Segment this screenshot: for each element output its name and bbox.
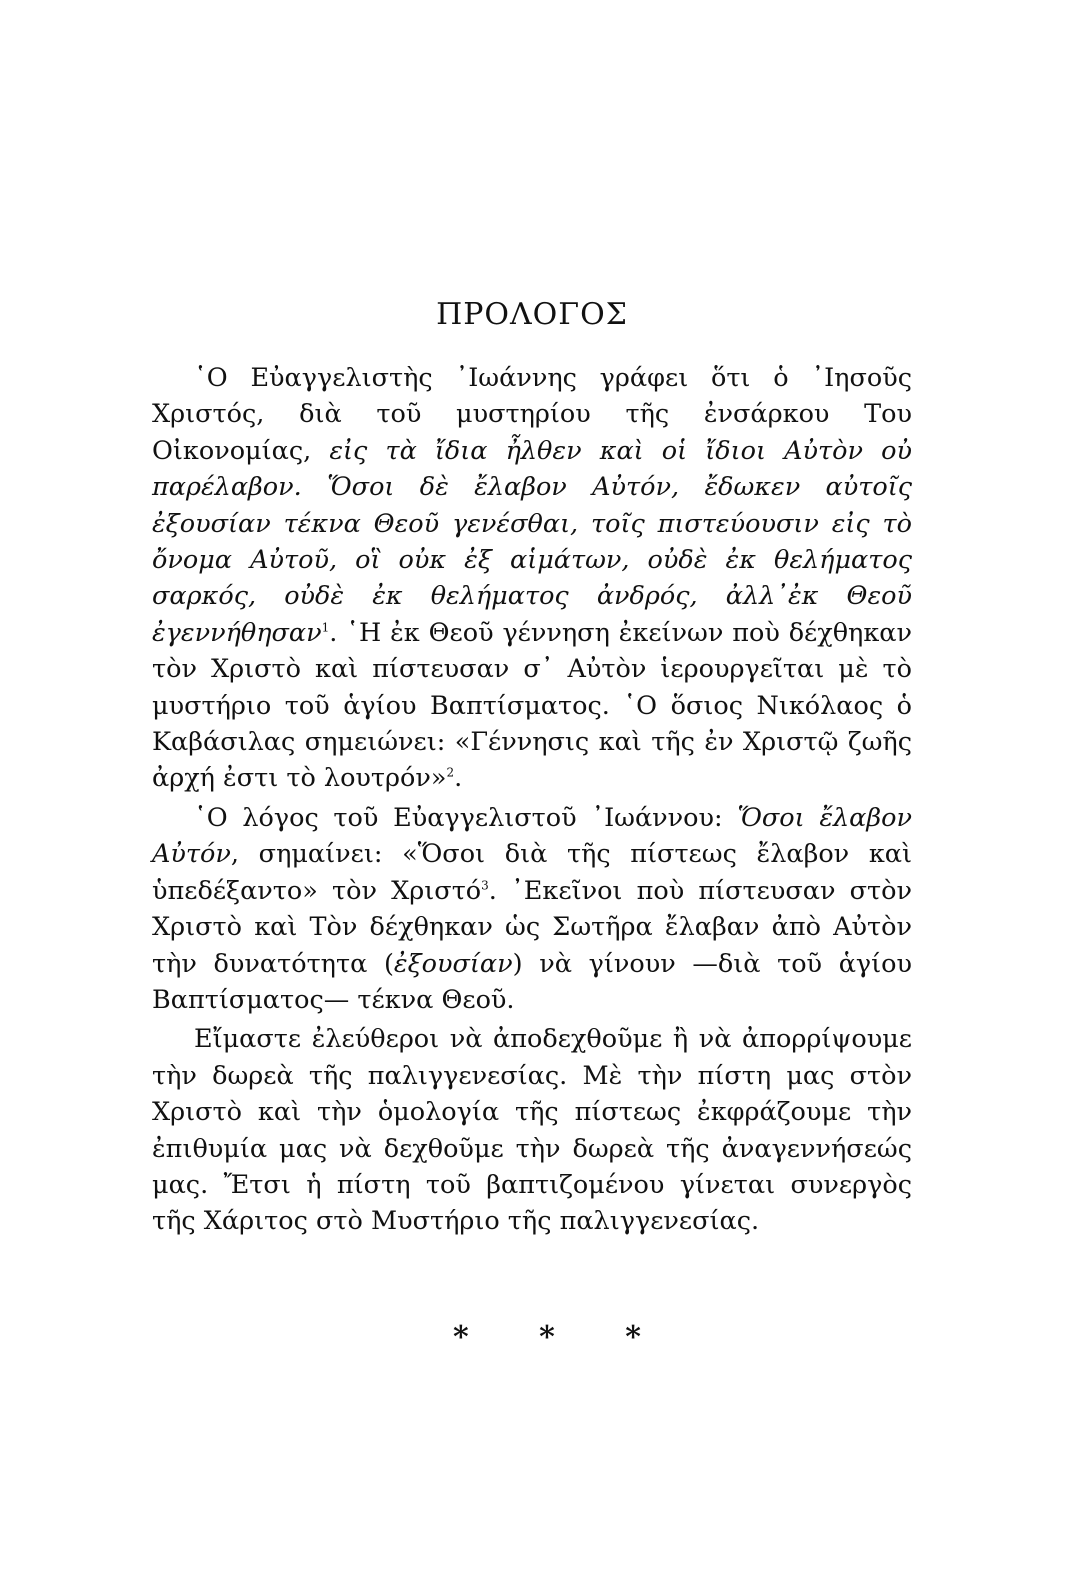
page-title: ΠΡΟΛΟΓΟΣ	[436, 297, 628, 332]
text-run: . ῾Η ἐκ Θεοῦ γέννηση ἐκείνων ποὺ δέχθηκαν τὸν Χριστὸ καὶ πίστευσαν σ᾿ Αὐτὸν ἱερουργεῖται μὲ τὸ μυστήριο τοῦ ἁγίου Βαπτίσματος. ῾Ο ὅσιος Νικόλαος ὁ Καβάσιλας σημειώνει: «Γέννησις καὶ τῆς ἐν Χριστῷ ζωῆς ἀρχή ἐστι τὸ λουτρόν»	[152, 617, 912, 794]
text-run: ῾Ο λόγος τοῦ Εὐαγγελιστοῦ ᾿Ιωάννου:	[194, 802, 738, 833]
text-run: .	[454, 763, 463, 794]
italic-scripture-quote: εἰς τὰ ἴδια ἦλθεν καὶ οἱ ἴδιοι Αὐτὸν οὐ παρέλαβον. Ὅσοι δὲ ἔλαβον Αὐτόν, ἔδωκεν αὐτοῖς ἐξουσίαν τέκνα Θεοῦ γενέσθαι, τοῖς πιστεύουσιν εἰς τὸ ὄνομα Αὐτοῦ, οἳ οὐκ ἐξ αἱμάτων, οὐδὲ ἐκ θελήματος σαρκός, οὐδὲ ἐκ θελήματος ἀνδρός, ἀλλ᾿ἐκ Θεοῦ ἐγεννήθησαν	[152, 435, 912, 648]
footnote-marker-1: 1	[321, 620, 330, 635]
text-run: ῾Ο Εὐαγγελιστὴς ᾿Ιωάννης γράφει ὅτι ὁ ᾿Ιησοῦς Χριστός, διὰ τοῦ μυστηρίου τῆς ἐνσάρκου Του Οἰκονομίας,	[152, 363, 912, 466]
footnote-marker-3: 3	[481, 878, 489, 893]
footnote-marker-2: 2	[446, 765, 455, 780]
italic-term: ἐξουσίαν	[393, 948, 513, 979]
paragraph-2	[152, 800, 912, 1018]
paragraph-1	[152, 360, 912, 797]
paragraph-3	[152, 1021, 912, 1239]
italic-scripture-quote: Ὅσοι ἔλαβον Αὐτόν	[152, 802, 913, 870]
text-run: ) νὰ γίνουν —διὰ τοῦ ἁγίου Βαπτίσματος— τέκνα Θεοῦ.	[152, 948, 913, 1015]
section-separator-asterisks: * * *	[453, 1320, 671, 1355]
text-run: , σημαίνει: «Ὅσοι διὰ τῆς πίστεως ἔλαβον καὶ ὑπεδέξαντο» τὸν Χριστό	[152, 839, 912, 906]
body-text	[152, 360, 912, 1240]
text-run: . ᾿Εκεῖνοι ποὺ πίστευσαν στὸν Χριστὸ καὶ Τὸν δέχθηκαν ὡς Σωτῆρα ἔλαβαν ἀπὸ Αὐτὸν τὴν δυνατότητα (	[152, 875, 912, 979]
text-run: Εἴμαστε ἐλεύθεροι νὰ ἀποδεχθοῦμε ἢ νὰ ἀπορρίψουμε τὴν δωρεὰ τῆς παλιγγενεσίας. Μὲ τὴν πίστη μας στὸν Χριστὸ καὶ τὴν ὁμολογία τῆς πίστεως ἐκφράζουμε τὴν ἐπιθυμία μας νὰ δεχθοῦμε τὴν δωρεὰ τῆς ἀναγεννήσεώς μας. Ἔτσι ἡ πίστη τοῦ βαπτιζομένου γίνεται συνεργὸς τῆς Χάριτος στὸ Μυστήριο τῆς παλιγγενεσίας.	[152, 1024, 912, 1237]
